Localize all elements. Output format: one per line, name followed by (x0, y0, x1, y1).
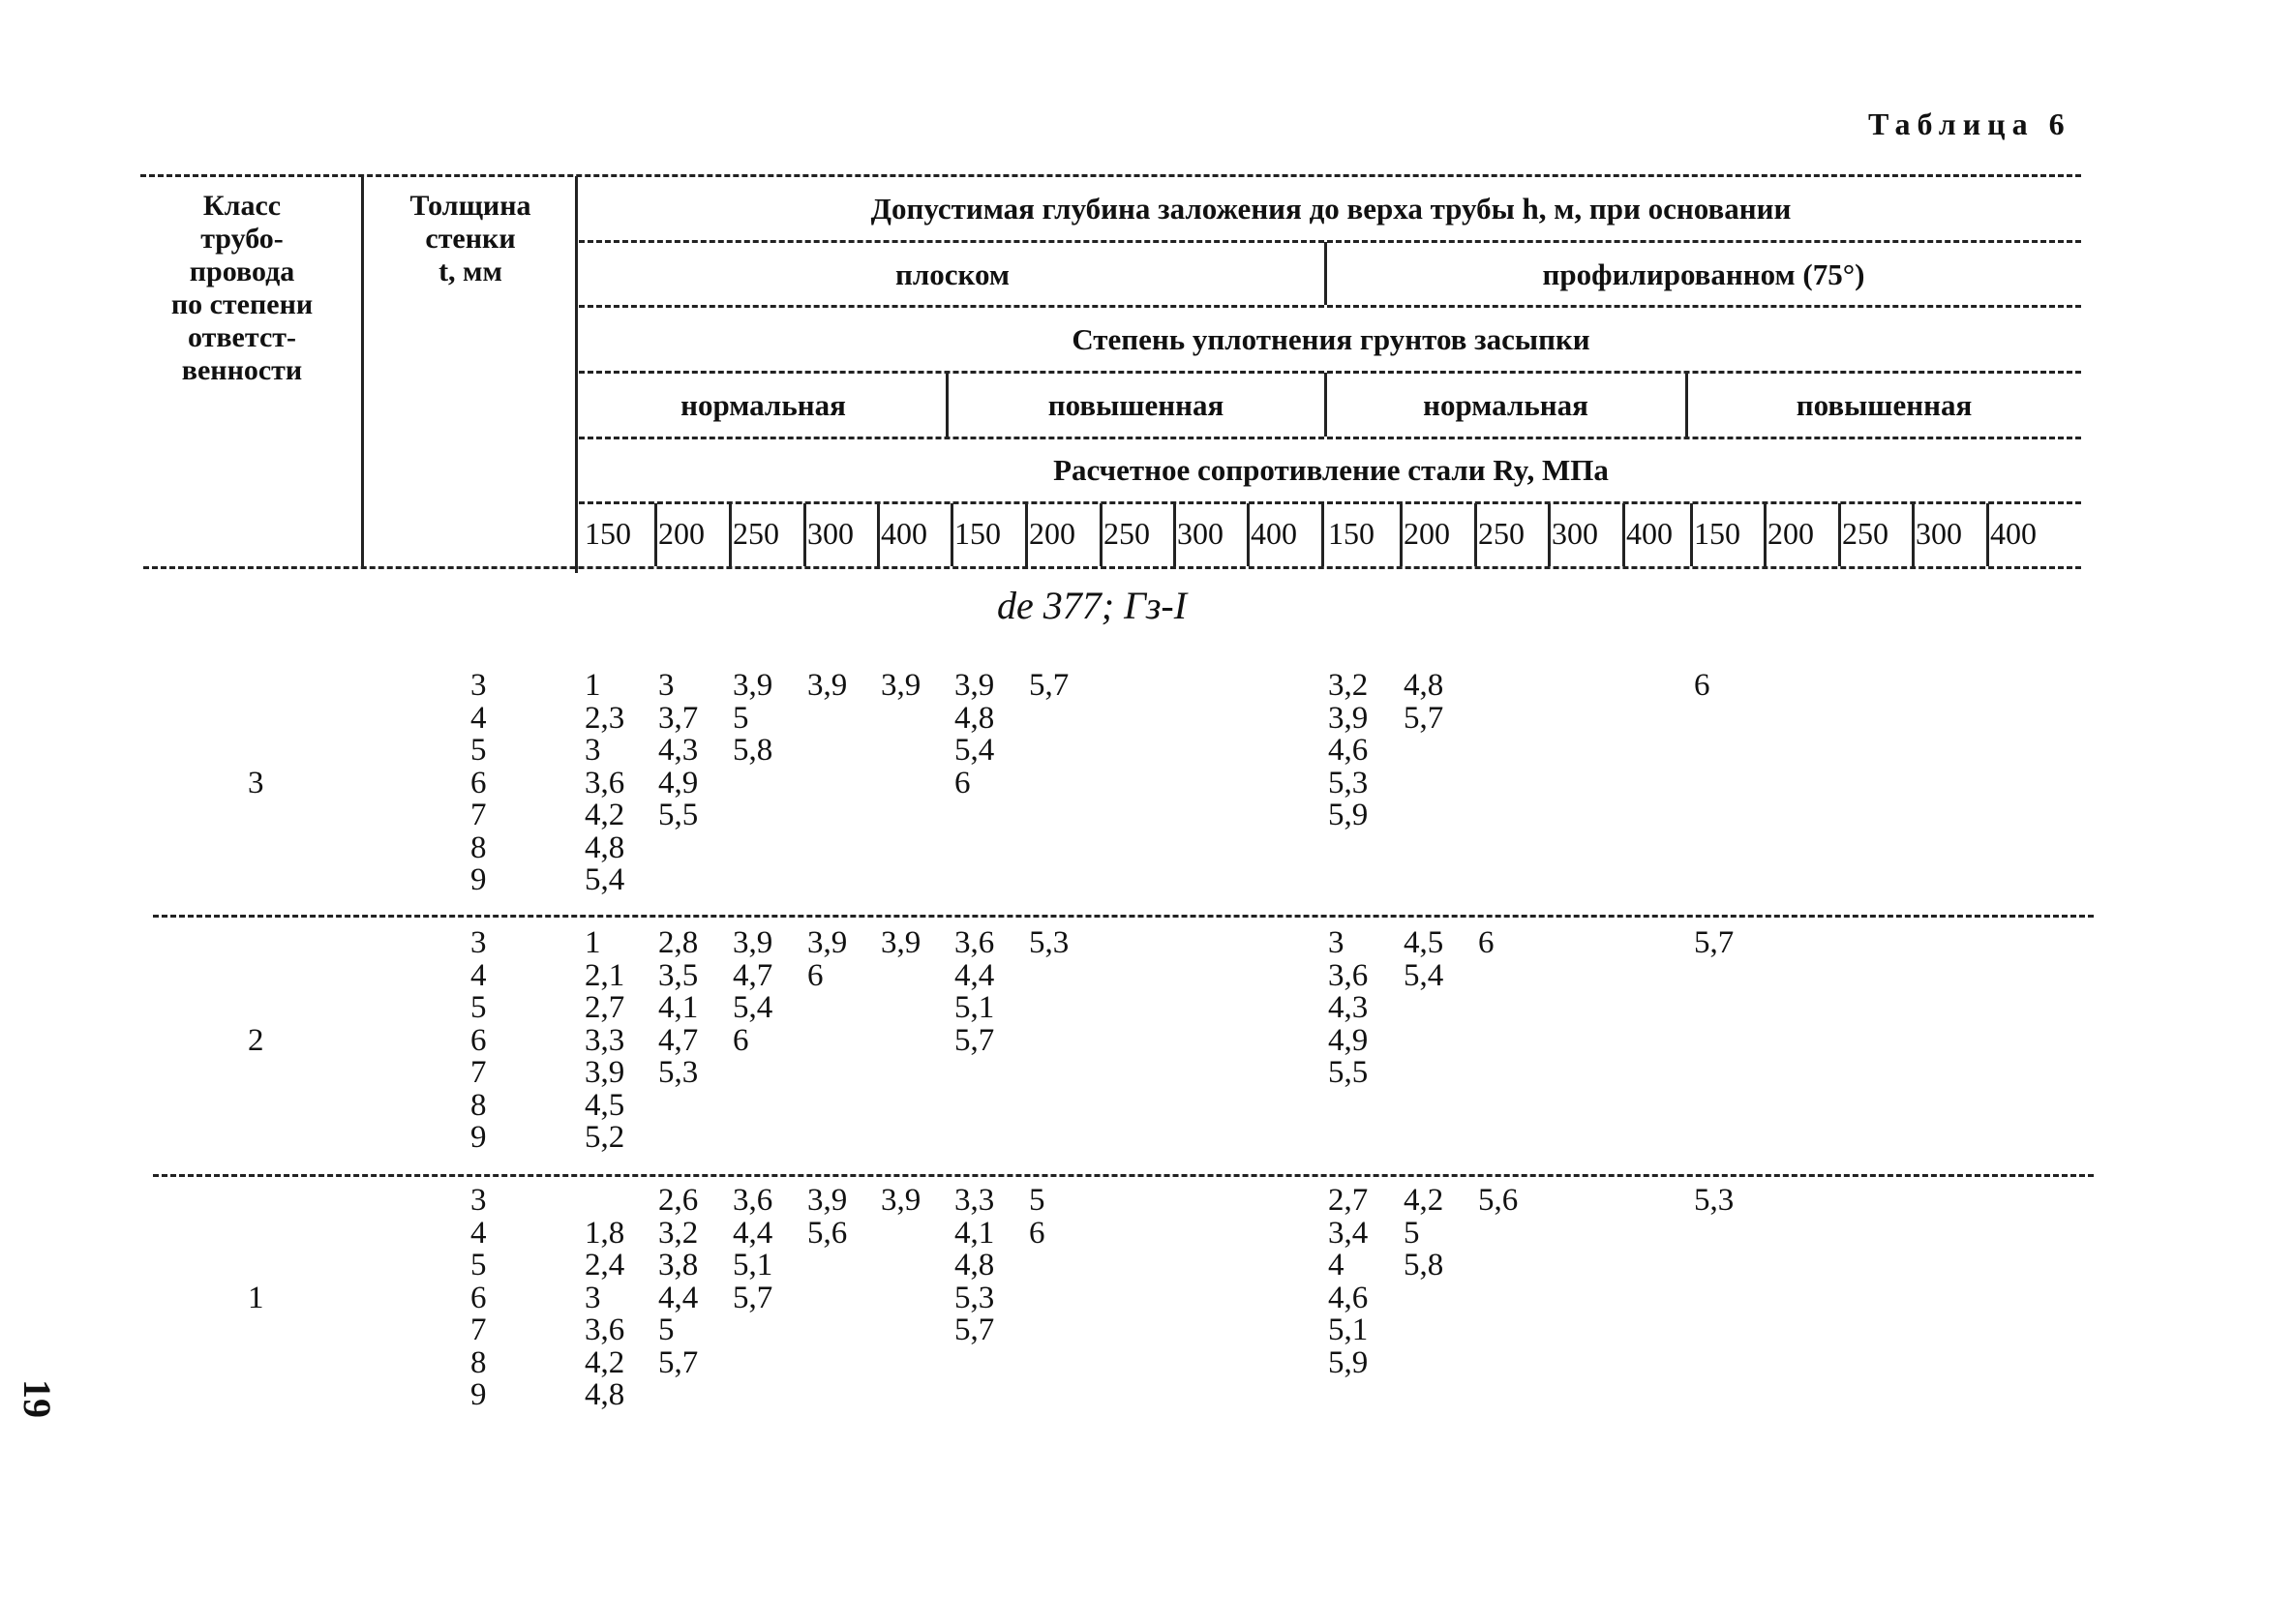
header-top-rule (140, 174, 2081, 177)
strength-value: 400 (1990, 516, 2037, 551)
depth-value-cell: 5,7 (1029, 668, 1070, 703)
depth-value-cell: 4,1 (658, 990, 699, 1025)
depth-value-cell: 3,6 (733, 1183, 773, 1218)
wall-thickness-value: 5 (470, 733, 487, 768)
strength-value: 400 (1251, 516, 1297, 551)
depth-value-cell: 6 (954, 765, 971, 800)
header-rule-2 (579, 240, 2081, 243)
depth-value-cell: 3,9 (585, 1055, 625, 1090)
depth-value-cell: 5 (733, 700, 749, 736)
depth-value-cell: 5,7 (954, 1022, 995, 1058)
depth-value-cell: 5,7 (1404, 700, 1444, 736)
pipeline-class-value: 3 (248, 765, 264, 800)
depth-value-cell: 3,9 (807, 925, 848, 960)
depth-value-cell: 5,1 (733, 1248, 773, 1282)
depth-value-cell: 2,8 (658, 925, 699, 960)
depth-value-cell: 3,9 (807, 668, 848, 703)
strength-value: 200 (1404, 516, 1450, 551)
strength-value: 200 (1767, 516, 1814, 551)
strength-column-divider (1100, 503, 1103, 566)
depth-value-cell: 5,6 (1478, 1183, 1519, 1218)
depth-value-cell: 1,8 (585, 1215, 625, 1251)
table-subtitle: de 377; Гз-I (997, 584, 1188, 627)
depth-value-cell: 3,2 (1328, 668, 1369, 703)
depth-header: Допустимая глубина заложения до верха трубы h, м, при основании (870, 192, 1792, 226)
wall-thickness-value: 8 (470, 830, 487, 865)
strength-value: 400 (881, 516, 927, 551)
strength-value: 400 (1626, 516, 1673, 551)
header-divider-class (361, 176, 364, 566)
wall-thickness-value: 4 (470, 700, 487, 736)
depth-value-cell: 3,3 (585, 1022, 625, 1058)
strength-column-divider (877, 503, 880, 566)
class-header-line: Класс (202, 190, 282, 222)
depth-value-cell: 1 (585, 668, 601, 703)
depth-value-cell: 2,4 (585, 1248, 625, 1282)
depth-value-cell: 4,8 (954, 700, 995, 736)
depth-value-cell: 5,9 (1328, 798, 1369, 832)
depth-value-cell: 3,8 (658, 1248, 699, 1282)
depth-value-cell: 5 (1029, 1183, 1045, 1218)
strength-value: 300 (807, 516, 854, 551)
depth-value-cell: 4,8 (585, 1377, 625, 1412)
thickness-header-line: стенки (425, 223, 516, 255)
depth-value-cell: 5,4 (1404, 957, 1444, 993)
depth-value-cell: 4,2 (585, 798, 625, 832)
depth-value-cell: 4,9 (1328, 1022, 1369, 1058)
page-number: 19 (15, 1379, 59, 1418)
class-header-line: ответст- (187, 321, 296, 353)
strength-value: 250 (1842, 516, 1888, 551)
strength-value: 250 (1478, 516, 1525, 551)
depth-value-cell: 5,4 (954, 733, 995, 768)
depth-value-cell: 2,7 (1328, 1183, 1369, 1218)
depth-value-cell: 3,5 (658, 957, 699, 993)
depth-value-cell: 2,1 (585, 957, 625, 993)
table-label: Таблица 6 (1868, 106, 2071, 141)
depth-value-cell: 5,9 (1328, 1344, 1369, 1380)
depth-value-cell: 3,6 (954, 925, 995, 960)
strength-value: 150 (954, 516, 1001, 551)
header-divider-thickness (575, 176, 578, 573)
depth-value-cell: 3,6 (1328, 957, 1369, 993)
strength-value: 300 (1552, 516, 1598, 551)
depth-value-cell: 4,5 (585, 1087, 625, 1123)
normal-profiled-header: нормальная (1423, 388, 1588, 422)
strength-value: 200 (658, 516, 705, 551)
normal-flat-header: нормальная (680, 388, 846, 422)
strength-column-divider (1548, 503, 1551, 566)
strength-column-divider (1912, 503, 1915, 566)
increased-flat-header: повышенная (1047, 388, 1224, 422)
depth-value-cell: 5,8 (1404, 1248, 1444, 1282)
class-header-line: по степени (170, 288, 314, 320)
header-rule-4 (579, 371, 2081, 374)
depth-value-cell: 5,7 (954, 1312, 995, 1347)
strength-column-divider (951, 503, 953, 566)
depth-value-cell: 4,6 (1328, 1280, 1369, 1315)
depth-value-cell: 3,9 (881, 668, 921, 703)
class-header-line: трубо- (200, 223, 284, 255)
depth-value-cell: 5,4 (585, 862, 625, 897)
depth-value-cell: 4 (1328, 1248, 1344, 1282)
depth-value-cell: 3,9 (881, 925, 921, 960)
depth-value-cell: 4,8 (954, 1248, 995, 1282)
strength-column-divider (654, 503, 657, 566)
strength-column-divider (1173, 503, 1176, 566)
depth-value-cell: 3 (658, 668, 675, 703)
depth-value-cell: 5,8 (733, 733, 773, 768)
depth-value-cell: 5 (658, 1312, 675, 1347)
depth-value-cell: 4,7 (658, 1022, 699, 1058)
depth-value-cell: 4,8 (585, 830, 625, 865)
depth-value-cell: 6 (1694, 668, 1710, 703)
wall-thickness-value: 3 (470, 925, 487, 960)
depth-value-cell: 5 (1404, 1215, 1420, 1251)
depth-value-cell: 4,5 (1404, 925, 1444, 960)
strength-value: 300 (1916, 516, 1962, 551)
depth-value-cell: 3 (585, 1280, 601, 1315)
wall-thickness-value: 4 (470, 957, 487, 993)
depth-value-cell: 6 (1029, 1215, 1045, 1251)
header-rule-5 (579, 437, 2081, 439)
depth-value-cell: 6 (733, 1022, 749, 1058)
depth-value-cell: 3,3 (954, 1183, 995, 1218)
depth-value-cell: 4,4 (733, 1215, 773, 1251)
depth-value-cell: 3,9 (954, 668, 995, 703)
header-bottom-rule (143, 566, 2081, 569)
wall-thickness-value: 6 (470, 765, 487, 800)
strength-value: 150 (585, 516, 631, 551)
strength-column-divider (729, 503, 732, 566)
resistance-header: Расчетное сопротивление стали Ry, МПа (1053, 453, 1609, 487)
depth-value-cell: 5,4 (733, 990, 773, 1025)
depth-value-cell: 4,2 (1404, 1183, 1444, 1218)
strength-value: 250 (1103, 516, 1150, 551)
depth-value-cell: 5,3 (954, 1280, 995, 1315)
increased-profiled-header: повышенная (1796, 388, 1973, 422)
depth-value-cell: 3,4 (1328, 1215, 1369, 1251)
section-separator (153, 915, 2094, 918)
base-flat-header: плоском (895, 257, 1010, 291)
wall-thickness-value: 5 (470, 1248, 487, 1282)
depth-value-cell: 5,7 (1694, 925, 1735, 960)
thickness-header-line: t, мм (438, 256, 502, 287)
depth-value-cell: 5,3 (1328, 765, 1369, 800)
depth-value-cell: 5,7 (658, 1344, 699, 1380)
class-header-line: венности (181, 354, 303, 386)
depth-value-cell: 4,4 (954, 957, 995, 993)
strength-column-divider (1986, 503, 1989, 566)
depth-value-cell: 3 (1328, 925, 1344, 960)
wall-thickness-value: 5 (470, 990, 487, 1025)
wall-thickness-value: 6 (470, 1022, 487, 1058)
class-column-header (145, 190, 339, 387)
depth-value-cell: 4,6 (1328, 733, 1369, 768)
depth-value-cell: 5,3 (1694, 1183, 1735, 1218)
depth-value-cell: 5,1 (954, 990, 995, 1025)
wall-thickness-value: 8 (470, 1087, 487, 1123)
strength-value: 200 (1029, 516, 1075, 551)
depth-value-cell: 4,7 (733, 957, 773, 993)
depth-value-cell: 4,2 (585, 1344, 625, 1380)
depth-value-cell: 3,9 (1328, 700, 1369, 736)
strength-column-divider (1247, 503, 1250, 566)
strength-column-divider (1838, 503, 1841, 566)
strength-column-divider (1474, 503, 1477, 566)
wall-thickness-value: 9 (470, 1377, 487, 1412)
depth-value-cell: 6 (807, 957, 824, 993)
depth-value-cell: 3,6 (585, 765, 625, 800)
depth-value-cell: 4,1 (954, 1215, 995, 1251)
strength-value: 250 (733, 516, 779, 551)
depth-value-cell: 3,9 (881, 1183, 921, 1218)
header-rule-3 (579, 305, 2081, 308)
strength-value: 150 (1694, 516, 1740, 551)
strength-column-divider (1321, 503, 1324, 566)
depth-value-cell: 4,4 (658, 1280, 699, 1315)
wall-thickness-value: 7 (470, 1312, 487, 1347)
strength-column-divider (1400, 503, 1403, 566)
depth-value-cell: 5,3 (1029, 925, 1070, 960)
depth-value-cell: 3,9 (733, 668, 773, 703)
class-header-line: провода (189, 256, 295, 287)
wall-thickness-value: 7 (470, 1055, 487, 1090)
depth-value-cell: 3 (585, 733, 601, 768)
thickness-header-line: Толщина (409, 190, 531, 222)
depth-value-cell: 4,3 (658, 733, 699, 768)
depth-value-cell: 5,7 (733, 1280, 773, 1315)
strength-value: 300 (1177, 516, 1224, 551)
depth-value-cell: 5,2 (585, 1120, 625, 1155)
depth-value-cell: 2,6 (658, 1183, 699, 1218)
depth-value-cell: 3,2 (658, 1215, 699, 1251)
depth-value-cell: 6 (1478, 925, 1495, 960)
thickness-column-header (368, 190, 573, 288)
depth-value-cell: 5,5 (1328, 1055, 1369, 1090)
wall-thickness-value: 9 (470, 862, 487, 897)
depth-value-cell: 5,6 (807, 1215, 848, 1251)
base-profiled-header: профилированном (75°) (1542, 257, 1865, 291)
wall-thickness-value: 6 (470, 1280, 487, 1315)
depth-value-cell: 3,9 (733, 925, 773, 960)
depth-value-cell: 5,3 (658, 1055, 699, 1090)
pipeline-class-value: 1 (248, 1280, 264, 1315)
wall-thickness-value: 7 (470, 798, 487, 832)
strength-column-divider (803, 503, 806, 566)
depth-value-cell: 2,3 (585, 700, 625, 736)
strength-column-divider (1764, 503, 1767, 566)
strength-column-divider (1690, 503, 1693, 566)
depth-value-cell: 3,7 (658, 700, 699, 736)
strength-column-divider (1622, 503, 1625, 566)
depth-value-cell: 4,3 (1328, 990, 1369, 1025)
depth-value-cell: 4,9 (658, 765, 699, 800)
depth-value-cell: 5,1 (1328, 1312, 1369, 1347)
wall-thickness-value: 3 (470, 1183, 487, 1218)
pipeline-class-value: 2 (248, 1022, 264, 1058)
wall-thickness-value: 3 (470, 668, 487, 703)
compaction-header: Степень уплотнения грунтов засыпки (1072, 322, 1590, 356)
depth-value-cell: 1 (585, 925, 601, 960)
strength-value: 150 (1328, 516, 1375, 551)
depth-value-cell: 3,9 (807, 1183, 848, 1218)
depth-value-cell: 2,7 (585, 990, 625, 1025)
wall-thickness-value: 9 (470, 1120, 487, 1155)
depth-value-cell: 5,5 (658, 798, 699, 832)
strength-column-divider (1025, 503, 1028, 566)
depth-value-cell: 4,8 (1404, 668, 1444, 703)
wall-thickness-value: 4 (470, 1215, 487, 1251)
section-separator (153, 1174, 2094, 1177)
depth-value-cell: 3,6 (585, 1312, 625, 1347)
wall-thickness-value: 8 (470, 1344, 487, 1380)
